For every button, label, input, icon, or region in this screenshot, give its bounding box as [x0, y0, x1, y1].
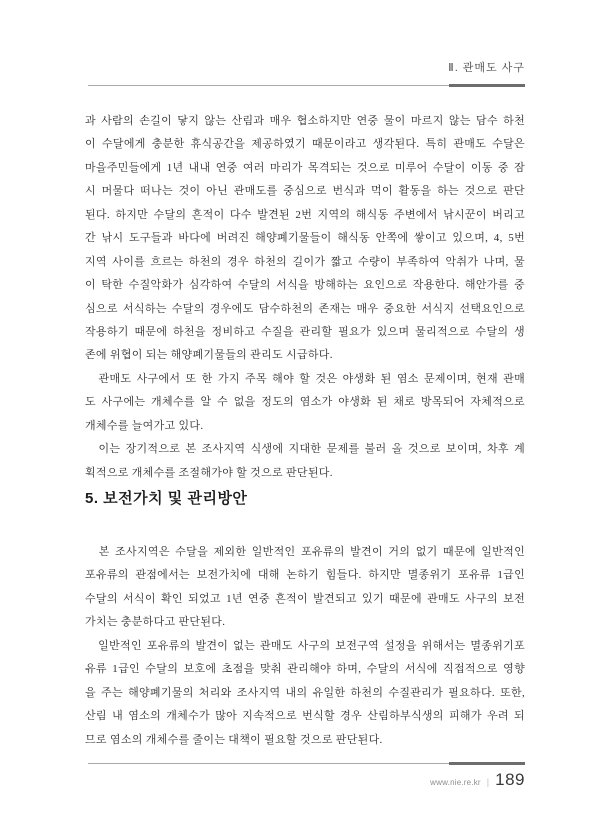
text-line: 획적으로 개체수를 조절해가야 할 것으로 판단된다.	[85, 466, 333, 479]
text-line: 간 낚시 도구들과 바다에 버려진 해양폐기물들이 해식동 안쪽에 쌓이고 있으며, 4, 5번	[85, 232, 525, 245]
header-rule-thick-segment	[449, 84, 525, 87]
header-chapter-title: Ⅱ. 관매도 사구	[448, 62, 525, 74]
text-line: 을 주는 해양폐기물의 처리와 조사지역 내의 유일한 하천의 수질관리가 필요하다. 또한,	[85, 686, 525, 699]
text-line: 지역 사이를 흐르는 하천의 경우 하천의 길이가 짧고 수량이 부족하여 악취가 나며, 물	[85, 255, 525, 268]
text-line: 가치는 충분하다고 판단된다.	[85, 616, 226, 629]
text-line: 시 머물다 떠나는 것이 아닌 관매도를 중심으로 번식과 먹이 활동을 하는 것으로 판단	[85, 185, 525, 198]
header-rule	[88, 84, 525, 87]
text-line: 개체수를 늘여가고 있다.	[85, 419, 204, 432]
text-line: 마을주민들에게 1년 내내 연중 여러 마리가 목격되는 것으로 미루어 수달이 이동 중 잠	[85, 161, 525, 174]
section-heading: 5. 보전가치 및 관리방안	[85, 490, 248, 507]
text-line: 심으로 서식하는 수달의 경우에도 담수하천의 존재는 매우 중요한 서식지 선택요인으로	[85, 302, 525, 315]
text-line: 도 사구에는 개체수를 알 수 없을 정도의 염소가 야생화 된 채로 방목되어 자체적으로	[85, 396, 525, 409]
text-line: 산림 내 염소의 개체수가 많아 지속적으로 번식할 경우 산림하부식생의 피해가 우려 되	[85, 710, 525, 723]
paragraph	[85, 541, 525, 635]
paragraph	[85, 635, 525, 752]
paragraph	[85, 368, 525, 438]
text-line: 이 수달에게 충분한 휴식공간을 제공하였기 때문이라고 생각된다. 특히 관매도 수달은	[85, 138, 525, 151]
text-line: 유류 1급인 수달의 보호에 초점을 맞춰 관리해야 하며, 수달의 서식에 직접적으로 영향	[85, 663, 525, 676]
footer-rule	[88, 762, 525, 765]
text-line: 일반적인 포유류의 발견이 없는 관매도 사구의 보전구역 설정을 위해서는 멸종위기포	[85, 639, 525, 652]
footer-rule-thick-segment	[449, 762, 525, 765]
footer	[430, 770, 525, 790]
footer-site-url: www.nie.re.kr	[430, 778, 481, 787]
text-line: 본 조사지역은 수달을 제외한 일반적인 포유류의 발견이 거의 없기 때문에 일반적인	[85, 546, 525, 558]
footer-page-number: 189	[495, 770, 525, 789]
text-line: 된다. 하지만 수달의 흔적이 다수 발견된 2번 지역의 해식동 주변에서 낚시꾼이 버리고	[85, 208, 525, 221]
text-line: 과 사람의 손길이 닿지 않는 산림과 매우 협소하지만 연중 물이 마르지 않는 담수 하천	[85, 115, 525, 127]
body-text-block-1	[85, 110, 525, 485]
text-line: 므로 염소의 개체수를 줄이는 대책이 필요할 것으로 판단된다.	[85, 733, 383, 746]
text-line: 이 탁한 수질악화가 심각하여 수달의 서식을 방해하는 요인으로 작용한다. 해안가를 중	[85, 279, 525, 292]
footer-separator: |	[486, 777, 490, 787]
text-line: 이는 장기적으로 본 조사지역 식생에 지대한 문제를 불러 올 것으로 보이며, 차후 계	[85, 443, 525, 456]
paragraph	[85, 110, 525, 368]
body-text-block-2	[85, 541, 525, 752]
text-line: 작용하기 때문에 하천을 정비하고 수질을 관리할 필요가 있으며 물리적으로 수달의 생	[85, 325, 525, 338]
text-line: 수달의 서식이 확인 되었고 1년 연중 흔적이 발견되고 있기 때문에 관매도 사구의 보전	[85, 592, 525, 605]
text-line: 존에 위협이 되는 해양폐기물들의 관리도 시급하다.	[85, 349, 333, 362]
text-line: 관매도 사구에서 또 한 가지 주목 해야 할 것은 야생화 된 염소 문제이며, 현재 관매	[85, 372, 525, 385]
paragraph	[85, 438, 525, 485]
text-line: 포유류의 관점에서는 보전가치에 대해 논하기 힘들다. 하지만 멸종위기 포유류 1급인	[85, 569, 525, 582]
